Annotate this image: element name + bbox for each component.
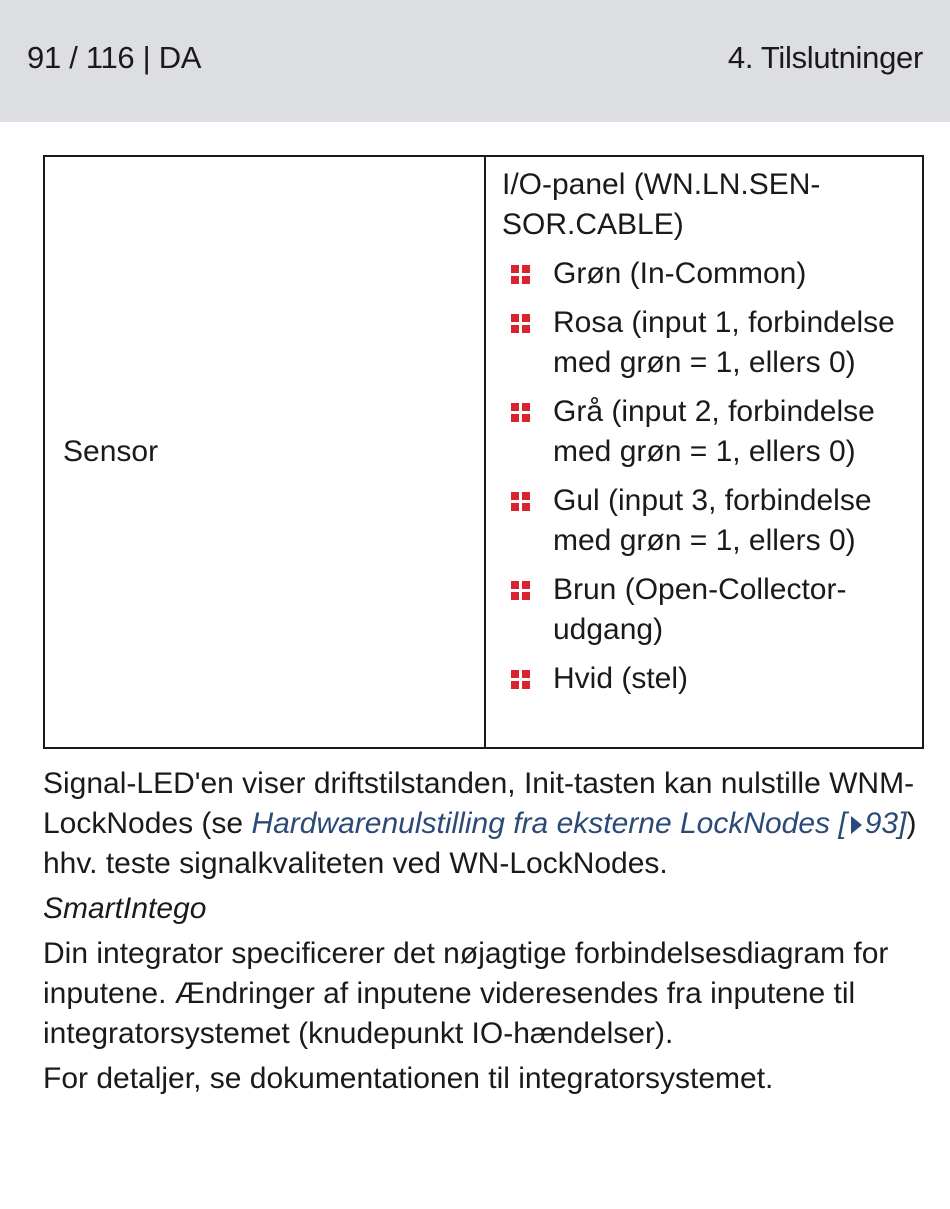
link-text: Hardwarenulstilling fra eksterne LockNodes [ <box>251 807 847 840</box>
integrator-paragraph: Din integrator specificerer det nøjagtige forbindelsesdiagram for inputene. Ændringer af inputene videresendes fra inputene til integratorsystemet (knudepunkt IO-hændelser). <box>43 937 889 1050</box>
list-item <box>502 659 912 699</box>
para1-text-after: ) hhv. teste signalkvaliteten ved WN-LockNodes. <box>43 807 917 880</box>
signal-led-paragraph <box>43 764 933 884</box>
square-bullet-icon <box>511 314 531 334</box>
list-item <box>502 303 912 383</box>
link-bracket: ] <box>898 807 907 840</box>
hardware-reset-link[interactable] <box>251 807 906 840</box>
subheading: SmartIntego <box>43 892 207 925</box>
list-item <box>502 481 912 561</box>
wire-yellow-label: Gul (input 3, forbindelse med grøn = 1, ellers 0) <box>553 484 872 557</box>
io-panel-cell <box>485 156 923 748</box>
sensor-cell: Sensor <box>44 156 485 748</box>
link-page-number: 93 <box>864 807 899 840</box>
para1-text-before: Signal-LED'en viser driftstilstanden, Init-tasten kan nulstille WNM-LockNodes (se <box>43 767 915 840</box>
wire-brown-label: Brun (Open-Collector-udgang) <box>553 573 847 646</box>
wire-pink-label: Rosa (input 1, forbindelse med grøn = 1, ellers 0) <box>553 306 895 379</box>
square-bullet-icon <box>511 403 531 423</box>
square-bullet-icon <box>511 670 531 690</box>
page-number: 91 / 116 | DA <box>27 40 202 75</box>
connection-table <box>43 155 924 749</box>
body-text <box>43 764 933 1104</box>
wire-color-list <box>502 254 912 699</box>
chapter-title: 4. Tilslutninger <box>727 40 923 75</box>
wire-green-label: Grøn (In-Common) <box>553 257 807 290</box>
panel-title: I/O-panel (WN.LN.SEN-SOR.CABLE) <box>502 168 821 241</box>
square-bullet-icon <box>511 492 531 512</box>
list-item <box>502 254 912 294</box>
wire-gray-label: Grå (input 2, forbindelse med grøn = 1, ellers 0) <box>553 395 875 468</box>
page-header <box>0 0 950 122</box>
wire-white-label: Hvid (stel) <box>553 662 689 695</box>
list-item <box>502 392 912 472</box>
page-ref-arrow-icon <box>851 816 862 834</box>
list-item <box>502 570 912 650</box>
square-bullet-icon <box>511 581 531 601</box>
details-paragraph: For detaljer, se dokumentationen til integratorsystemet. <box>43 1062 774 1095</box>
square-bullet-icon <box>511 265 531 285</box>
table-row <box>44 156 923 748</box>
